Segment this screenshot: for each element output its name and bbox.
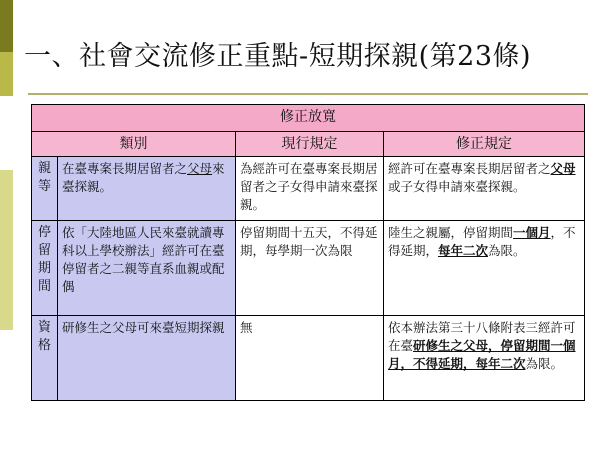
table-header: 修正放寬 [32,105,585,132]
column-header-revised: 修正規定 [384,132,585,157]
title-divider [28,93,588,95]
category-cell: 研修生之父母可來臺短期探親 [58,316,236,401]
current-rule-cell: 無 [236,316,384,401]
current-rule-cell: 停留期間十五天，不得延期，每學期一次為限 [236,221,384,316]
current-rule-cell: 為經許可在臺專案長期居留者之子女得申請來臺探親。 [236,157,384,221]
revised-rule-cell: 陸生之親屬，停留期間一個月，不得延期，每年二次為限。 [384,221,585,316]
decor-strip-4 [0,170,13,330]
revised-rule-cell: 依本辦法第三十八條附表三經許可在臺研修生之父母，停留期間一個月，不得延期，每年二次為限。 [384,316,585,401]
comparison-table [31,104,585,401]
row-label: 資格 [32,316,58,401]
table-row [32,157,585,221]
table-row [32,316,585,401]
slide-title: 一、社會交流修正重點-短期探親(第23條) [24,41,532,72]
decor-strip-2 [0,52,13,96]
column-header-category: 類別 [32,132,236,157]
column-header-row [32,132,585,157]
revised-rule-cell: 經許可在臺專案長期居留者之父母或子女得申請來臺探親。 [384,157,585,221]
decor-strip-3 [0,96,13,170]
decor-strip-top [0,0,13,52]
category-cell: 在臺專案長期居留者之父母來臺探親。 [58,157,236,221]
table-row [32,221,585,316]
column-header-current: 現行規定 [236,132,384,157]
row-label: 親等 [32,157,58,221]
row-label: 停留期間 [32,221,58,316]
category-cell: 依「大陸地區人民來臺就讀專科以上學校辦法」經許可在臺停留者之二親等直系血親或配偶 [58,221,236,316]
decor-strip-5 [0,330,13,450]
table-header-row [32,105,585,132]
